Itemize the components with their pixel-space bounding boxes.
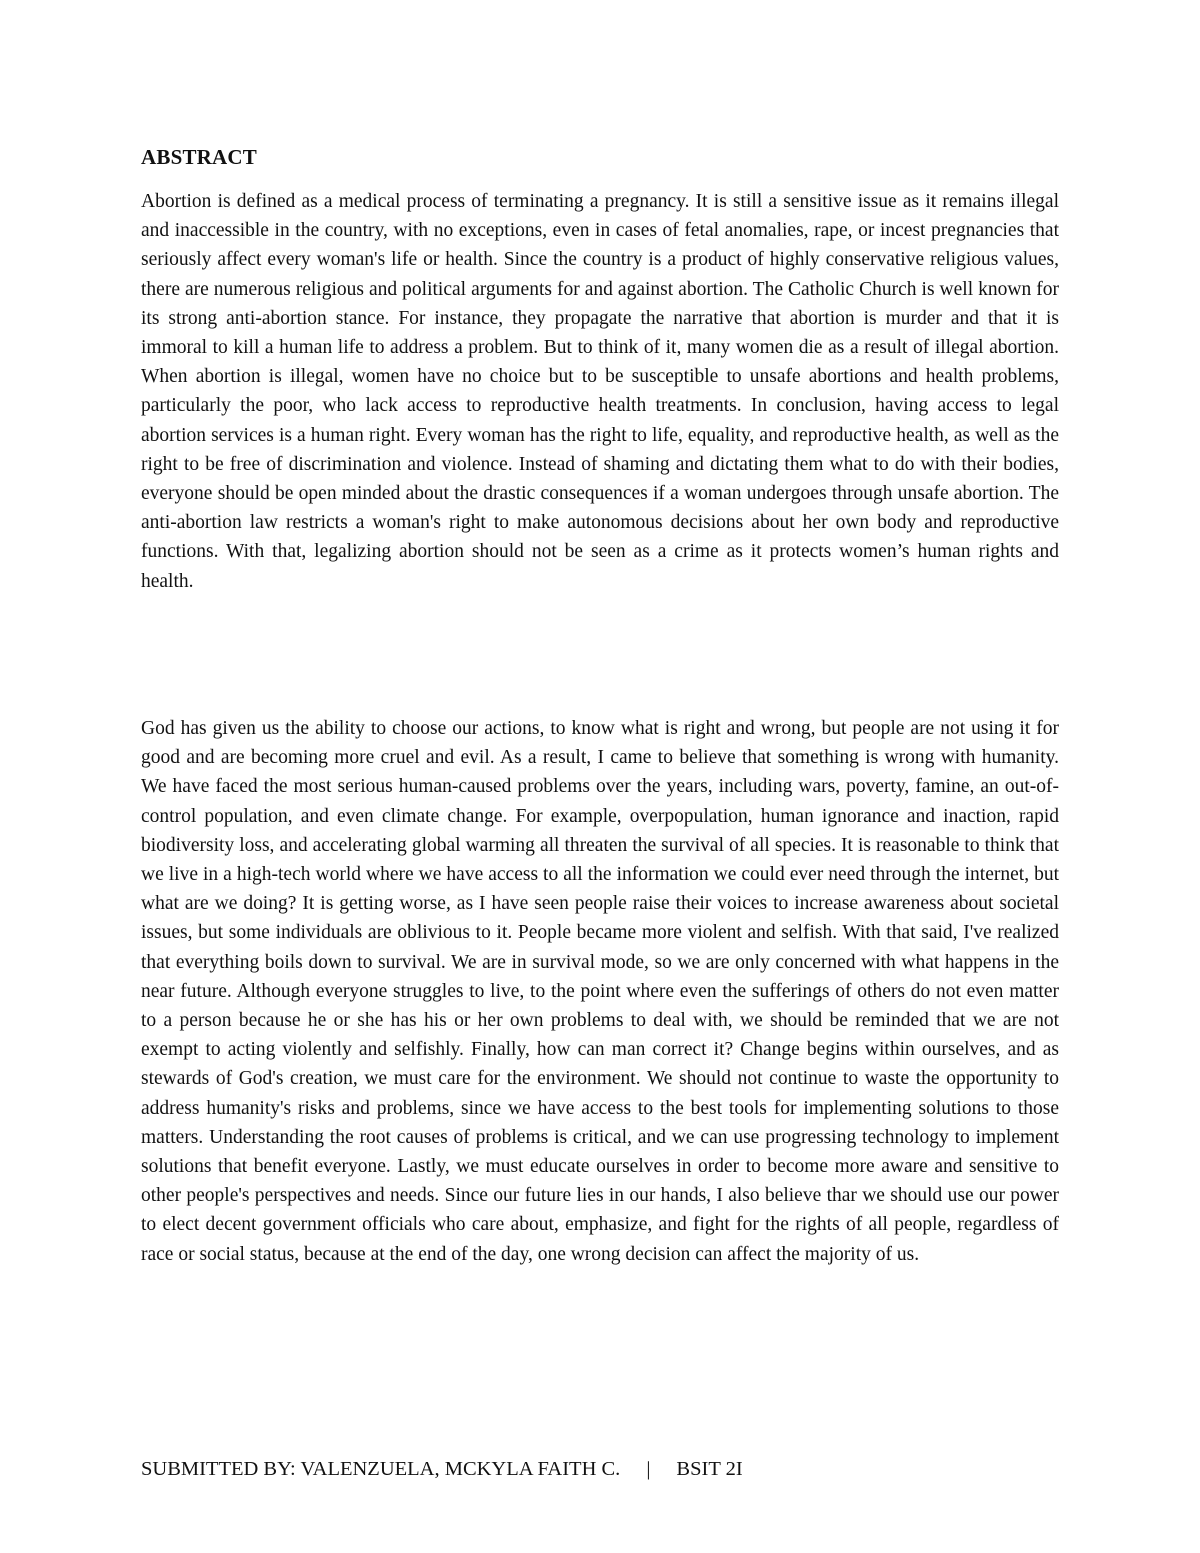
submission-footer — [141, 1455, 743, 1483]
footer-separator: | — [646, 1458, 651, 1480]
section-text: BSIT 2I — [676, 1458, 743, 1480]
abstract-heading: ABSTRACT — [141, 145, 257, 169]
submitted-by-text: SUBMITTED BY: VALENZUELA, MCKYLA FAITH C. — [141, 1458, 621, 1480]
abstract-paragraph: Abortion is defined as a medical process of terminating a pregnancy. It is still a sensitive issue as it remains illegal and inaccessible in the country, with no exceptions, even in cases of fetal anomalies, rape, or incest pregnancies that seriously affect every woman's life or health. Since the country is a product of highly conservative religious values, there are numerous religious and political arguments for and against abortion. The Catholic Church is well known for its strong anti-abortion stance. For instance, they propagate the narrative that abortion is murder and that it is immoral to kill a human life to address a problem. But to think of it, many women die as a result of illegal abortion. When abortion is illegal, women have no choice but to be susceptible to unsafe abortions and health problems, particularly the poor, who lack access to reproductive health treatments. In conclusion, having access to legal abortion services is a human right. Every woman has the right to life, equality, and reproductive health, as well as the right to be free of discrimination and violence. Instead of shaming and dictating them what to do with their bodies, everyone should be open minded about the drastic consequences if a woman undergoes through unsafe abortion. The anti-abortion law restricts a woman's right to make autonomous decisions about her own body and reproductive functions. With that, legalizing abortion should not be seen as a crime as it protects women’s human rights and health. — [141, 191, 1059, 592]
essay-paragraph: God has given us the ability to choose our actions, to know what is right and wrong, but people are not using it for good and are becoming more cruel and evil. As a result, I came to believe that something is wrong with humanity. We have faced the most serious human-caused problems over the years, including wars, poverty, famine, an out-of-control population, and even climate change. For example, overpopulation, human ignorance and inaction, rapid biodiversity loss, and accelerating global warming all threaten the survival of all species. It is reasonable to think that we live in a high-tech world where we have access to all the information we could ever need through the internet, but what are we doing? It is getting worse, as I have seen people raise their voices to increase awareness about societal issues, but some individuals are oblivious to it. People became more violent and selfish. With that said, I've realized that everything boils down to survival. We are in survival mode, so we are only concerned with what happens in the near future. Although everyone struggles to live, to the point where even the sufferings of others do not even matter to a person because he or she has his or her own problems to deal with, we should be reminded that we are not exempt to acting violently and selfishly. Finally, how can man correct it? Change begins within ourselves, and as stewards of God's creation, we must care for the environment. We should not continue to waste the opportunity to address humanity's risks and problems, since we have access to the best tools for implementing solutions to those matters. Understanding the root causes of problems is critical, and we can use progressing technology to implement solutions that benefit everyone. Lastly, we must educate ourselves in order to become more aware and sensitive to other people's perspectives and needs. Since our future lies in our hands, I also believe thar we should use our power to elect decent government officials who care about, emphasize, and fight for the rights of all people, regardless of race or social status, because at the end of the day, one wrong decision can affect the majority of us. — [141, 718, 1059, 1265]
